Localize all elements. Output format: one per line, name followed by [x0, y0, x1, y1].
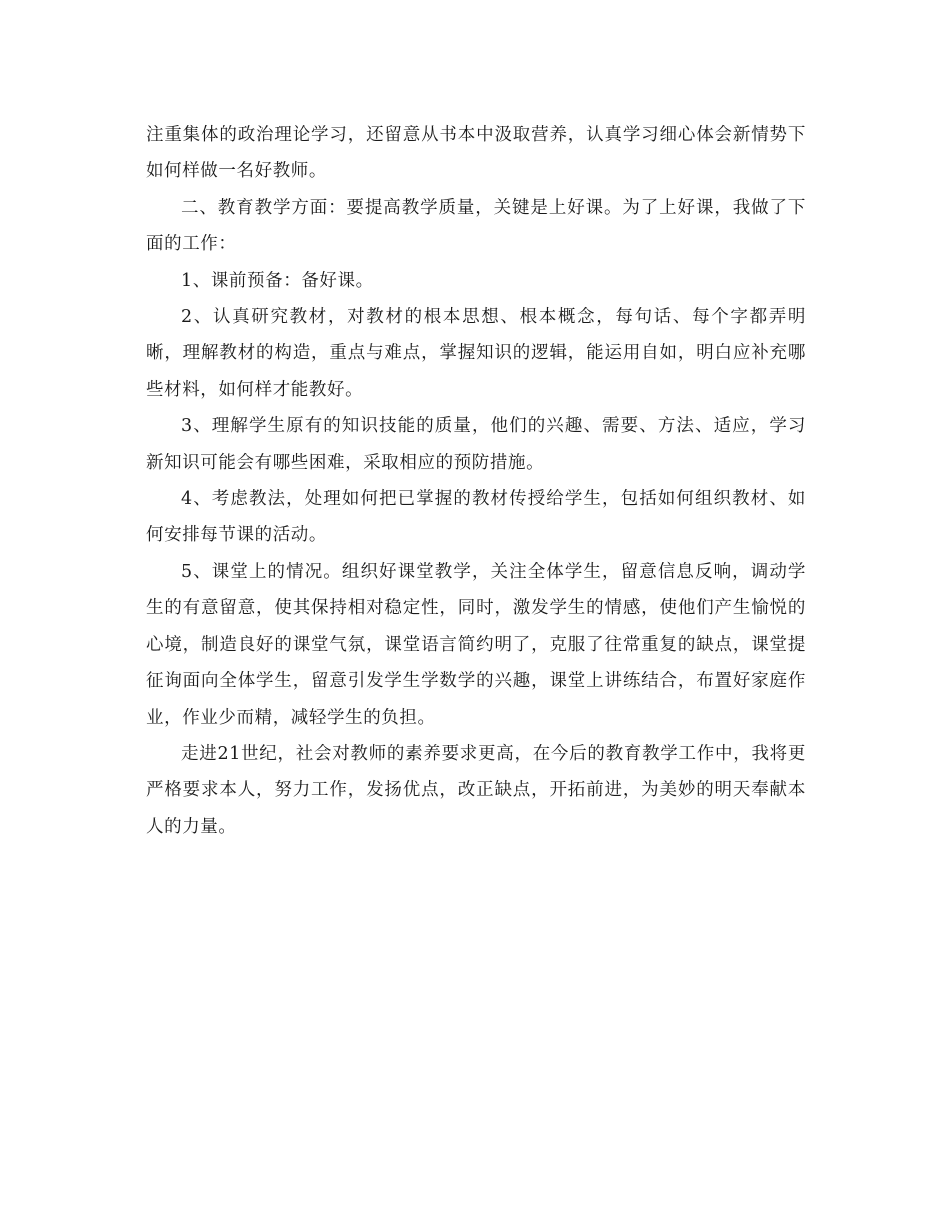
paragraph-2: 二、教育教学方面：要提高教学质量，关键是上好课。为了上好课，我做了下面的工作：	[146, 197, 806, 255]
paragraph-6: 4、考虑教法，处理如何把已掌握的教材传授给学生，包括如何组织教材、如何安排每节课的活动。	[146, 489, 806, 546]
paragraph-5: 3、理解学生原有的知识技能的质量，他们的兴趣、需要、方法、适应，学习新知识可能会有哪些困难，采取相应的预防措施。	[146, 416, 806, 473]
paragraph-1: 注重集体的政治理论学习，还留意从书本中汲取营养，认真学习细心体会新情势下如何样做一名好教师。	[146, 125, 806, 182]
document-page	[146, 117, 806, 845]
paragraph-3: 1、课前预备：备好课。	[181, 270, 374, 291]
paragraph-8: 走进21世纪，社会对教师的素养要求更高，在今后的教育教学工作中，我将更严格要求本人，努力工作，发扬优点，改正缺点，开拓前进，为美妙的明天奉献本人的力量。	[146, 743, 806, 837]
paragraph-4: 2、认真研究教材，对教材的根本思想、根本概念，每句话、每个字都弄明晰，理解教材的构造，重点与难点，掌握知识的逻辑，能运用自如，明白应补充哪些材料，如何样才能教好。	[146, 307, 806, 400]
paragraph-7: 5、课堂上的情况。组织好课堂教学，关注全体学生，留意信息反响，调动学生的有意留意，使其保持相对稳定性，同时，激发学生的情感，使他们产生愉悦的心境，制造良好的课堂气氛，课堂语言简约明了，克服了往常重复的缺点，课堂提征询面向全体学生，留意引发学生学数学的兴趣，课堂上讲练结合，布置好家庭作业，作业少而精，减轻学生的负担。	[146, 561, 806, 728]
